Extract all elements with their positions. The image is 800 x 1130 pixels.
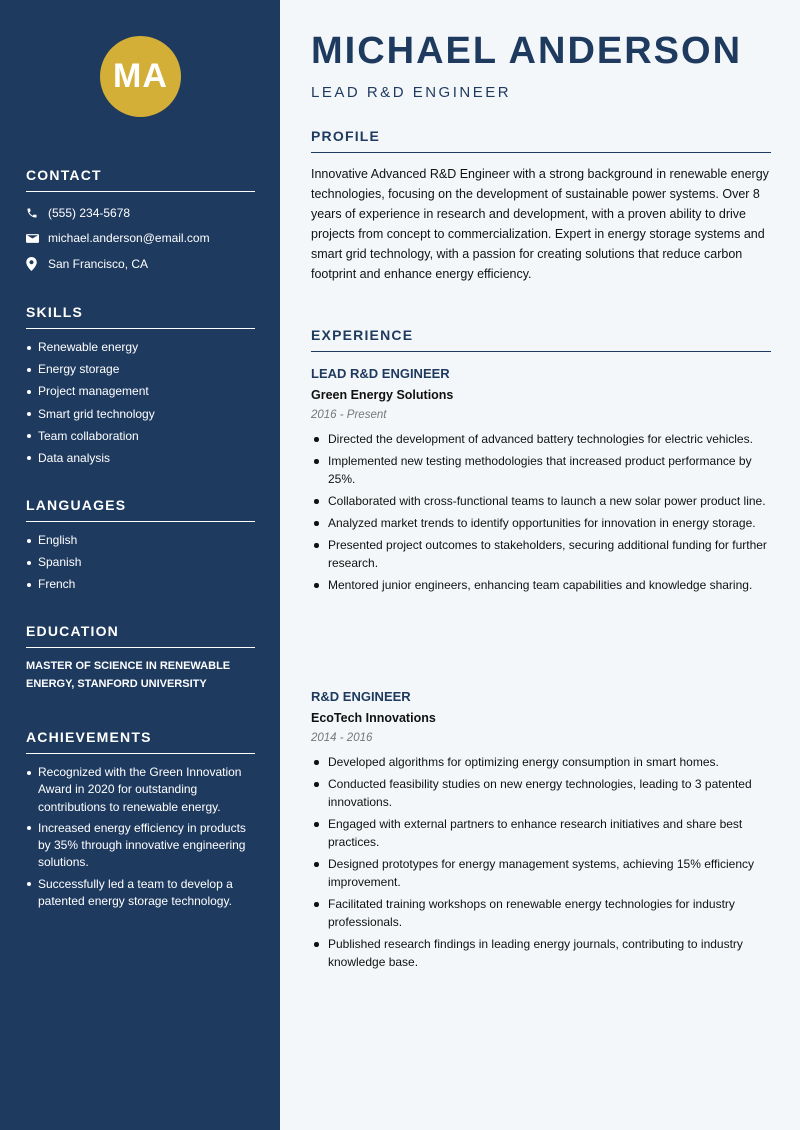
- job-bullet: Published research findings in leading energy journals, contributing to industry knowledge base.: [311, 935, 771, 971]
- job-company: EcoTech Innovations: [311, 711, 436, 725]
- job-bullet: Conducted feasibility studies on new energy technologies, leading to 3 patented innovations.: [311, 775, 771, 811]
- job-bullet: Developed algorithms for optimizing energy consumption in smart homes.: [311, 753, 771, 771]
- job-title: R&D ENGINEER: [311, 689, 411, 704]
- phone-icon: [26, 207, 48, 219]
- language-item: English: [26, 532, 255, 548]
- skills-list: [26, 339, 255, 466]
- skills-section: [26, 304, 255, 472]
- languages-section: [26, 497, 255, 599]
- achievement-item: Successfully led a team to develop a patented energy storage technology.: [26, 876, 255, 911]
- location-pin-icon: [26, 257, 48, 271]
- job-bullets: [311, 753, 771, 971]
- education-degree: MASTER OF SCIENCE IN RENEWABLE ENERGY, STANFORD UNIVERSITY: [26, 660, 231, 690]
- achievements-section: [26, 729, 255, 914]
- skill-item: Smart grid technology: [26, 406, 255, 422]
- skill-item: Data analysis: [26, 450, 255, 466]
- contact-location-text: San Francisco, CA: [48, 256, 149, 271]
- job-dates: 2016 - Present: [311, 409, 387, 421]
- skill-item: Energy storage: [26, 361, 255, 377]
- language-item: French: [26, 576, 255, 592]
- job-bullet: Mentored junior engineers, enhancing team capabilities and knowledge sharing.: [311, 576, 771, 594]
- candidate-role: LEAD R&D ENGINEER: [311, 84, 512, 101]
- job-entry: [311, 689, 771, 975]
- experience-heading: EXPERIENCE: [311, 327, 771, 352]
- profile-section: [311, 128, 771, 284]
- job-bullet: Engaged with external partners to enhance research initiatives and share best practices.: [311, 815, 771, 851]
- contact-location: [26, 251, 255, 277]
- achievement-item: Increased energy efficiency in products by 35% through innovative engineering solutions.: [26, 820, 255, 872]
- job-bullet: Facilitated training workshops on renewable energy technologies for industry professionals.: [311, 895, 771, 931]
- achievements-heading: ACHIEVEMENTS: [26, 729, 255, 754]
- experience-section: [311, 327, 771, 352]
- languages-list: [26, 532, 255, 592]
- achievement-item: Recognized with the Green Innovation Award in 2020 for outstanding contributions to renewable energy.: [26, 764, 255, 816]
- job-bullet: Designed prototypes for energy management systems, achieving 15% efficiency improvement.: [311, 855, 771, 891]
- job-bullet: Implemented new testing methodologies that increased product performance by 25%.: [311, 452, 771, 488]
- job-entry: [311, 366, 771, 598]
- language-item: Spanish: [26, 554, 255, 570]
- job-bullet: Presented project outcomes to stakeholders, securing additional funding for further research.: [311, 536, 771, 572]
- job-bullet: Analyzed market trends to identify opportunities for innovation in energy storage.: [311, 514, 771, 532]
- skill-item: Project management: [26, 383, 255, 399]
- job-bullet: Directed the development of advanced battery technologies for electric vehicles.: [311, 430, 771, 448]
- contact-phone: [26, 200, 255, 226]
- profile-text: Innovative Advanced R&D Engineer with a strong background in renewable energy technologies, focusing on the development of sustainable power systems. Over 8 years of experience in research and development, with a proven ability to drive projects from concept to commercialization. Expert in energy storage systems and smart grid technology, with a passion for creating solutions that reduce carbon footprint and enhance energy efficiency.: [311, 167, 769, 281]
- job-company: Green Energy Solutions: [311, 388, 454, 402]
- education-section: [26, 623, 255, 693]
- avatar-initials: MA: [113, 57, 168, 95]
- job-bullets: [311, 430, 771, 594]
- skill-item: Team collaboration: [26, 428, 255, 444]
- skill-item: Renewable energy: [26, 339, 255, 355]
- job-bullet: Collaborated with cross-functional teams to launch a new solar power product line.: [311, 492, 771, 510]
- job-title: LEAD R&D ENGINEER: [311, 366, 450, 381]
- contact-email: [26, 226, 255, 252]
- mail-icon: [26, 233, 48, 244]
- contact-phone-text: (555) 234-5678: [48, 205, 131, 220]
- contact-email-text: michael.anderson@email.com: [48, 231, 210, 246]
- sidebar: [0, 0, 280, 1130]
- avatar: [100, 36, 181, 117]
- achievements-list: [26, 764, 255, 910]
- education-heading: EDUCATION: [26, 623, 255, 648]
- contact-heading: CONTACT: [26, 167, 255, 192]
- job-dates: 2014 - 2016: [311, 732, 373, 744]
- languages-heading: LANGUAGES: [26, 497, 255, 522]
- profile-heading: PROFILE: [311, 128, 771, 153]
- contact-section: [26, 167, 255, 277]
- skills-heading: SKILLS: [26, 304, 255, 329]
- candidate-name: MICHAEL ANDERSON: [311, 30, 743, 72]
